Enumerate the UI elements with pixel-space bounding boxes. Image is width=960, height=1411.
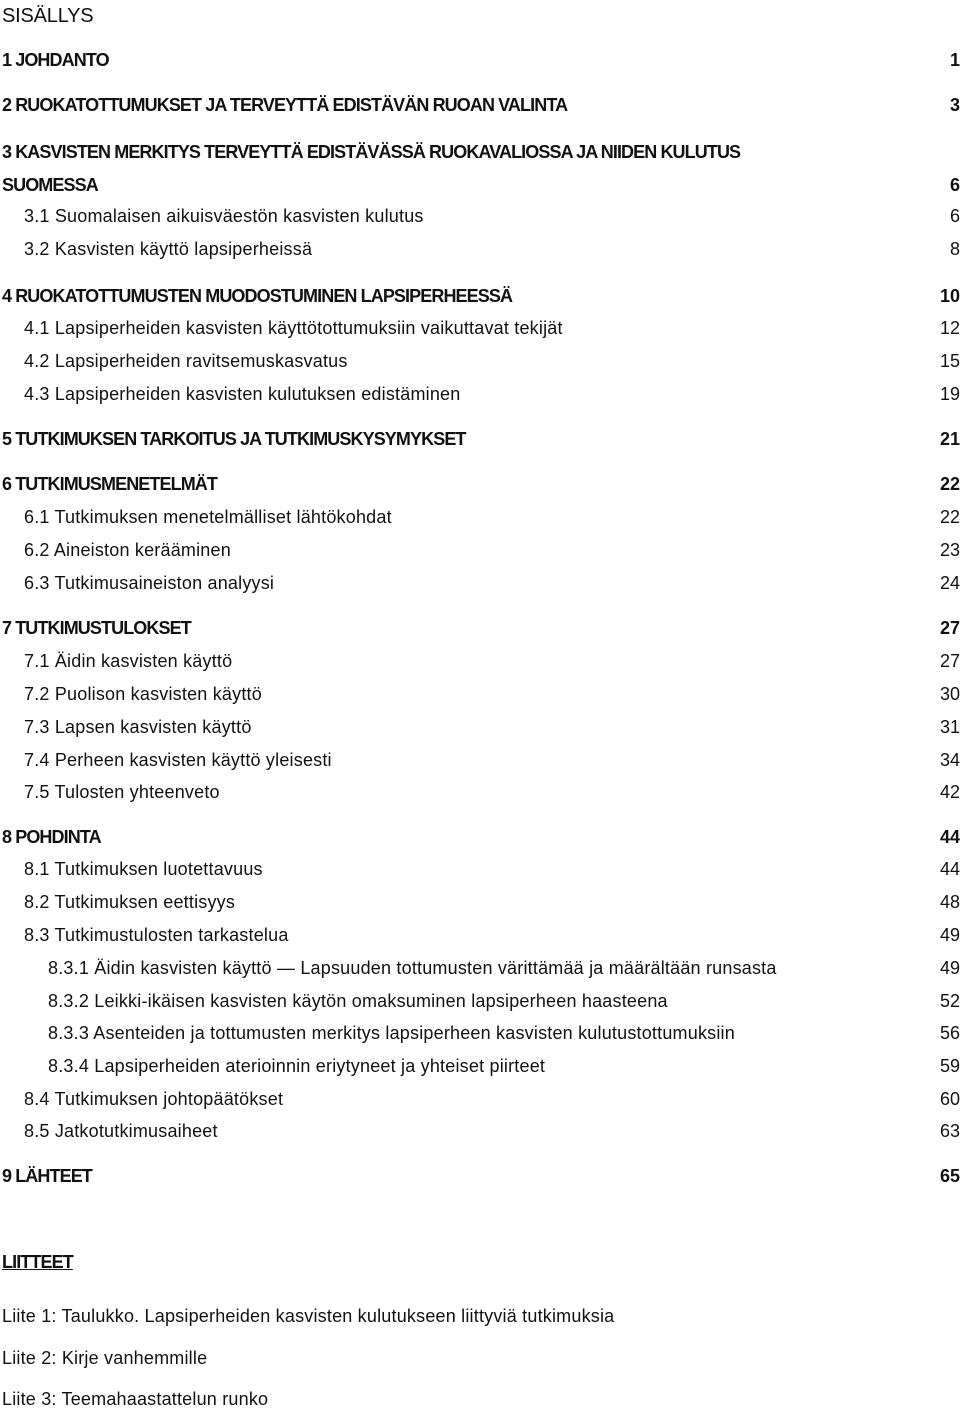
toc-entry-page-number: 60 xyxy=(939,1089,960,1109)
toc-entry-label: 6.2 Aineiston kerääminen xyxy=(24,540,231,560)
toc-entry-page-number: 56 xyxy=(939,1023,960,1043)
toc-entry-label: 8.2 Tutkimuksen eettisyys xyxy=(24,892,236,912)
toc-entry-label: 7.5 Tulosten yhteenveto xyxy=(24,782,220,802)
toc-entry[interactable] xyxy=(0,715,960,739)
toc-entry[interactable] xyxy=(0,989,960,1013)
toc-entry[interactable] xyxy=(0,237,960,261)
toc-entry-page-number: 30 xyxy=(939,684,960,704)
toc-entry[interactable] xyxy=(0,649,960,673)
toc-entry-page-number: 1 xyxy=(949,50,960,70)
toc-entry-page-number: 19 xyxy=(939,384,960,404)
toc-entry-label: 7.1 Äidin kasvisten käyttö xyxy=(24,651,233,671)
toc-entry-label: 7.2 Puolison kasvisten käyttö xyxy=(24,684,262,704)
toc-entry[interactable] xyxy=(0,538,960,562)
toc-entry-page-number: 48 xyxy=(939,892,960,912)
toc-entry-label: 3.1 Suomalaisen aikuisväestön kasvisten kulutus xyxy=(24,206,424,226)
toc-entry-page-number: 49 xyxy=(939,958,960,978)
appendix-item: Liite 1: Taulukko. Lapsiperheiden kasvisten kulutukseen liittyviä tutkimuksia xyxy=(2,1306,615,1326)
toc-entry-page-number: 44 xyxy=(939,859,960,879)
toc-entry[interactable] xyxy=(0,349,960,373)
toc-entry[interactable] xyxy=(0,427,960,451)
toc-entry-page-number: 52 xyxy=(939,991,960,1011)
toc-entry[interactable] xyxy=(0,780,960,804)
toc-entry[interactable] xyxy=(0,472,960,496)
page-title: SISÄLLYS xyxy=(2,5,94,27)
toc-entry-label: 8 POHDINTA xyxy=(2,827,101,847)
toc-entry-label: 5 TUTKIMUKSEN TARKOITUS JA TUTKIMUSKYSYMYKSET xyxy=(2,429,466,449)
toc-entry-label: 8.3.1 Äidin kasvisten käyttö — Lapsuuden tottumusten värittämää ja määrältään runsasta xyxy=(48,958,777,978)
toc-entry-page-number: 15 xyxy=(939,351,960,371)
toc-entry-label: 7.4 Perheen kasvisten käyttö yleisesti xyxy=(24,750,332,770)
toc-entry[interactable] xyxy=(0,825,960,849)
toc-entry-label: 6.3 Tutkimusaineiston analyysi xyxy=(24,573,275,593)
appendix-item: Liite 3: Teemahaastattelun runko xyxy=(2,1389,269,1409)
toc-entry-label: 8.1 Tutkimuksen luotettavuus xyxy=(24,859,263,879)
appendices-title: LIITTEET xyxy=(2,1252,73,1272)
toc-entry-label: 6.1 Tutkimuksen menetelmälliset lähtökohdat xyxy=(24,507,392,527)
toc-entry[interactable] xyxy=(0,923,960,947)
toc-entry-page-number: 3 xyxy=(949,95,960,115)
toc-entry[interactable] xyxy=(0,1021,960,1045)
toc-entry-label: 8.3 Tutkimustulosten tarkastelua xyxy=(24,925,289,945)
toc-entry-label: 8.3.4 Lapsiperheiden aterioinnin eriytyneet ja yhteiset piirteet xyxy=(48,1056,546,1076)
toc-entry[interactable] xyxy=(0,956,960,980)
toc-entry-page-number: 12 xyxy=(939,318,960,338)
toc-entry-label: 1 JOHDANTO xyxy=(2,50,109,70)
toc-entry-label: 6 TUTKIMUSMENETELMÄT xyxy=(2,474,217,494)
toc-entry[interactable] xyxy=(0,1054,960,1078)
toc-entry[interactable] xyxy=(0,857,960,881)
toc-entry-label: 7.3 Lapsen kasvisten käyttö xyxy=(24,717,252,737)
toc-entry-label: 9 LÄHTEET xyxy=(2,1166,92,1186)
toc-entry-label: 2 RUOKATOTTUMUKSET JA TERVEYTTÄ EDISTÄVÄN RUOAN VALINTA xyxy=(2,95,568,115)
toc-entry-page-number: 59 xyxy=(939,1056,960,1076)
toc-entry-label: 8.3.2 Leikki-ikäisen kasvisten käytön omaksuminen lapsiperheen haasteena xyxy=(48,991,668,1011)
toc-entry-label: 4.1 Lapsiperheiden kasvisten käyttötottumuksiin vaikuttavat tekijät xyxy=(24,318,563,338)
toc-entry[interactable] xyxy=(0,1119,960,1143)
toc-entry[interactable] xyxy=(0,284,960,308)
toc-entry-label: 4.3 Lapsiperheiden kasvisten kulutuksen edistäminen xyxy=(24,384,461,404)
toc-entry-page-number: 65 xyxy=(939,1166,960,1186)
toc-entry[interactable] xyxy=(0,204,960,228)
toc-entry[interactable] xyxy=(0,682,960,706)
toc-entry-label: 4 RUOKATOTTUMUSTEN MUODOSTUMINEN LAPSIPERHEESSÄ xyxy=(2,286,513,306)
toc-entry[interactable] xyxy=(0,571,960,595)
toc-entry[interactable] xyxy=(0,1164,960,1188)
toc-entry-label: 8.4 Tutkimuksen johtopäätökset xyxy=(24,1089,284,1109)
toc-entry-page-number: 6 xyxy=(949,175,960,195)
toc-entry[interactable] xyxy=(0,616,960,640)
toc-entry-page-number: 6 xyxy=(949,206,960,226)
toc-entry-page-number: 10 xyxy=(939,286,960,306)
toc-entry-page-number: 8 xyxy=(949,239,960,259)
toc-entry[interactable] xyxy=(0,748,960,772)
toc-entry-page-number: 22 xyxy=(939,474,960,494)
toc-entry-page-number: 24 xyxy=(939,573,960,593)
toc-entry-page-number: 44 xyxy=(939,827,960,847)
appendix-item: Liite 2: Kirje vanhemmille xyxy=(2,1348,208,1368)
toc-entry-page-number: 34 xyxy=(939,750,960,770)
toc-entry-page-number: 49 xyxy=(939,925,960,945)
toc-entry-label-line1: 3 KASVISTEN MERKITYS TERVEYTTÄ EDISTÄVÄSSÄ RUOKAVALIOSSA JA NIIDEN KULUTUS xyxy=(2,142,741,162)
toc-entry-page-number: 31 xyxy=(939,717,960,737)
toc-entry-label: 4.2 Lapsiperheiden ravitsemuskasvatus xyxy=(24,351,348,371)
toc-entry-page-number: 23 xyxy=(939,540,960,560)
toc-entry[interactable] xyxy=(0,316,960,340)
toc-entry-label: 3.2 Kasvisten käyttö lapsiperheissä xyxy=(24,239,313,259)
toc-entry-label: 7 TUTKIMUSTULOKSET xyxy=(2,618,191,638)
toc-entry-page-number: 27 xyxy=(939,618,960,638)
toc-entry[interactable] xyxy=(0,1087,960,1111)
toc-entry-page-number: 63 xyxy=(939,1121,960,1141)
toc-entry-label: SUOMESSA xyxy=(2,175,98,195)
toc-entry[interactable] xyxy=(0,505,960,529)
toc-entry[interactable] xyxy=(0,173,960,197)
toc-entry-page-number: 42 xyxy=(939,782,960,802)
toc-entry-page-number: 21 xyxy=(939,429,960,449)
toc-entry-page-number: 27 xyxy=(939,651,960,671)
toc-entry[interactable] xyxy=(0,890,960,914)
toc-entry[interactable] xyxy=(0,93,960,117)
toc-entry[interactable] xyxy=(0,48,960,72)
toc-entry[interactable] xyxy=(0,382,960,406)
toc-entry-label: 8.3.3 Asenteiden ja tottumusten merkitys lapsiperheen kasvisten kulutustottumuksiin xyxy=(48,1023,735,1043)
toc-entry-label: 8.5 Jatkotutkimusaiheet xyxy=(24,1121,218,1141)
toc-entry-page-number: 22 xyxy=(939,507,960,527)
